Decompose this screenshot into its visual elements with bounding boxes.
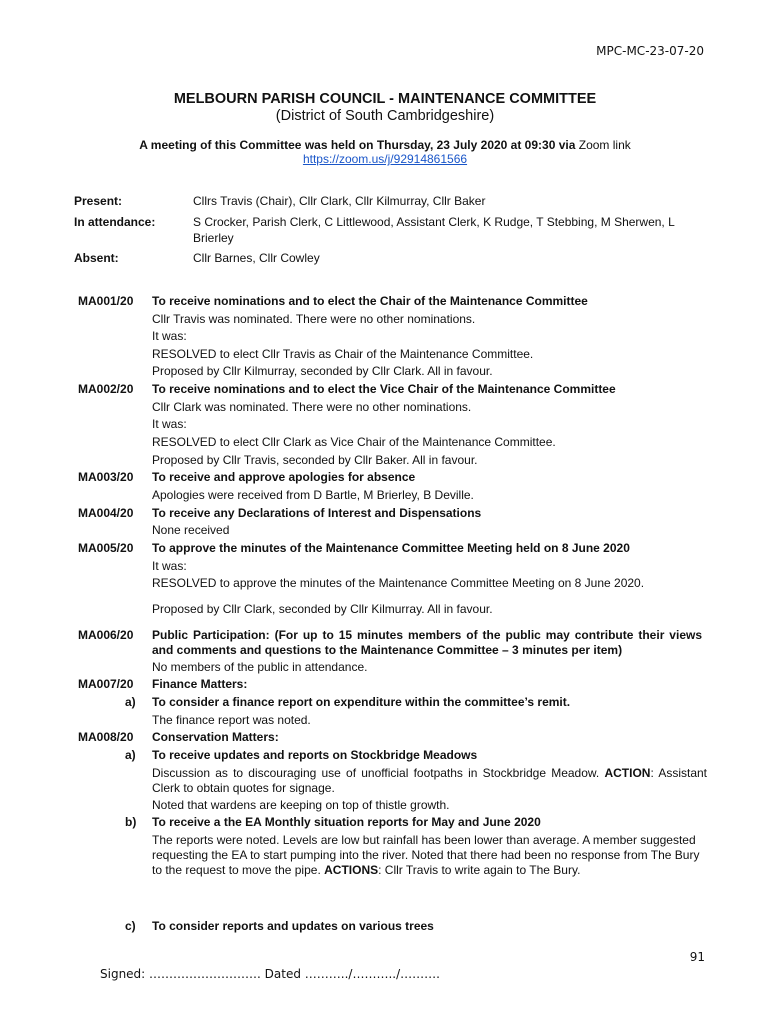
item-text: Proposed by Cllr Kilmurray, seconded by Cllr Clark. All in favour.	[152, 364, 493, 378]
item-text: Cllr Travis was nominated. There were no other nominations.	[152, 312, 476, 326]
item-heading: To receive and approve apologies for absence	[152, 470, 416, 484]
item-text: It was:	[152, 329, 187, 343]
item-heading: To consider reports and updates on various trees	[152, 919, 434, 933]
absent-label: Absent:	[74, 251, 119, 265]
item-code: MA007/20	[78, 677, 134, 691]
item-text: None received	[152, 523, 230, 537]
item-code: MA003/20	[78, 470, 134, 484]
document-subtitle: (District of South Cambridgeshire)	[275, 108, 495, 124]
item-heading: To approve the minutes of the Maintenance Committee Meeting held on 8 June 2020	[152, 541, 630, 555]
item-code: MA006/20	[78, 628, 134, 642]
item-text: RESOLVED to approve the minutes of the Maintenance Committee Meeting on 8 June 2020.	[152, 576, 645, 590]
item-code: MA004/20	[78, 506, 134, 520]
item-code: MA001/20	[78, 294, 134, 308]
in-attendance-list: S Crocker, Parish Clerk, C Littlewood, Assistant Clerk, K Rudge, T Stebbing, M Sherwen, L Brierley	[193, 215, 675, 245]
item-text: Cllr Clark was nominated. There were no other nominations.	[152, 400, 472, 414]
signature-line: Signed: ………………………. Dated ………../………../……….	[100, 967, 440, 981]
item-heading: Finance Matters:	[152, 677, 248, 691]
item-text: The finance report was noted.	[152, 713, 311, 727]
item-code: MA002/20	[78, 382, 134, 396]
item-text: Apologies were received from D Bartle, M Brierley, B Deville.	[152, 488, 474, 502]
zoom-link[interactable]: https://zoom.us/j/92914861566	[302, 152, 468, 166]
item-text: Discussion as to discouraging use of unofficial footpaths in Stockbridge Meadow. ACTION: Assistant Clerk to obtain quotes for signage.	[152, 766, 707, 795]
page-number: 91	[689, 950, 705, 964]
item-text: Noted that wardens are keeping on top of thistle growth.	[152, 798, 450, 812]
item-heading: Conservation Matters:	[152, 730, 279, 744]
sub-item-letter: b)	[125, 815, 137, 829]
item-code: MA008/20	[78, 730, 134, 744]
item-heading: To receive a the EA Monthly situation reports for May and June 2020	[152, 815, 541, 829]
meeting-details: A meeting of this Committee was held on Thursday, 23 July 2020 at 09:30 via Zoom link	[139, 138, 631, 152]
sub-item-letter: c)	[125, 919, 136, 933]
item-heading: To receive nominations and to elect the Chair of the Maintenance Committee	[152, 294, 588, 308]
item-text: RESOLVED to elect Cllr Travis as Chair of the Maintenance Committee.	[152, 347, 534, 361]
item-heading: To receive nominations and to elect the Vice Chair of the Maintenance Committee	[152, 382, 616, 396]
present-list: Cllrs Travis (Chair), Cllr Clark, Cllr Kilmurray, Cllr Baker	[193, 194, 486, 208]
item-text: It was:	[152, 559, 187, 573]
item-text: No members of the public in attendance.	[152, 660, 368, 674]
meeting-link-row	[0, 152, 770, 166]
sub-item-letter: a)	[125, 695, 136, 709]
in-attendance-label: In attendance:	[74, 215, 156, 229]
sub-item-letter: a)	[125, 748, 136, 762]
item-text: Proposed by Cllr Travis, seconded by Cllr Baker. All in favour.	[152, 453, 478, 467]
item-heading: To consider a finance report on expenditure within the committee’s remit.	[152, 695, 571, 709]
item-heading: Public Participation: (For up to 15 minutes members of the public may contribute their views and comments and questions to the Maintenance Committee – 3 minutes per item)	[152, 628, 702, 657]
item-heading: To receive any Declarations of Interest and Dispensations	[152, 506, 482, 520]
item-heading: To receive updates and reports on Stockbridge Meadows	[152, 748, 478, 762]
present-label: Present:	[74, 194, 123, 208]
absent-list: Cllr Barnes, Cllr Cowley	[193, 251, 320, 265]
item-text: Proposed by Cllr Clark, seconded by Cllr Kilmurray. All in favour.	[152, 602, 493, 616]
document-title: MELBOURN PARISH COUNCIL - MAINTENANCE COMMITTEE	[173, 91, 597, 107]
item-code: MA005/20	[78, 541, 134, 555]
document-reference: MPC-MC-23-07-20	[596, 44, 704, 58]
item-text: The reports were noted. Levels are low but rainfall has been lower than average. A member suggested requesting the EA to start pumping into the river. Noted that there had been no response from The Bury to the request to move the pipe. ACTIONS: Cllr Travis to write again to The Bury.	[152, 833, 700, 877]
item-text: It was:	[152, 417, 187, 431]
item-text: RESOLVED to elect Cllr Clark as Vice Chair of the Maintenance Committee.	[152, 435, 556, 449]
